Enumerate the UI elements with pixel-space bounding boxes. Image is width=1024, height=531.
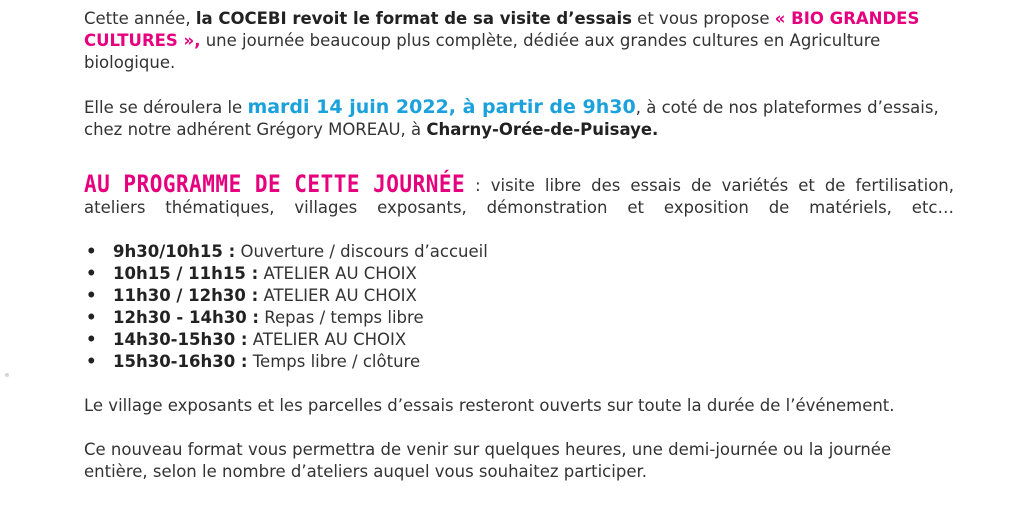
- schedule-label: Repas / temps libre: [259, 308, 424, 327]
- schedule-list: [84, 241, 954, 373]
- schedule-item: [84, 241, 954, 263]
- schedule-time: 14h30-15h30 :: [113, 330, 248, 349]
- schedule-time: 11h30 / 12h30 :: [113, 286, 259, 305]
- intro-text-2: et vous propose: [631, 9, 775, 28]
- schedule-item: [84, 285, 954, 307]
- document-body: [84, 8, 954, 483]
- schedule-label: Temps libre / clôture: [247, 352, 421, 371]
- schedule-label: Ouverture / discours d’accueil: [235, 242, 488, 261]
- closing-paragraph: Ce nouveau format vous permettra de venir sur quelques heures, une demi-journée ou la journée entière, selon le nombre d’ateliers auquel vous souhaitez participer.: [84, 440, 892, 481]
- bullet-icon: •: [86, 330, 97, 349]
- event-name: « BIO GRANDES CULTURES »,: [84, 9, 920, 50]
- schedule-item: [84, 307, 954, 329]
- intro-bold: la COCEBI revoit le format de sa visite d’essais: [195, 9, 632, 28]
- village-paragraph: Le village exposants et les parcelles d’essais resteront ouverts sur toute la durée de l’événement.: [84, 396, 895, 415]
- date-text-1: Elle se déroulera le: [84, 98, 248, 117]
- intro-paragraph: [84, 8, 954, 74]
- date-text-2: , à coté de nos plateformes d’essais, chez notre adhérent Grégory MOREAU, à: [84, 98, 939, 139]
- bullet-icon: •: [86, 242, 97, 261]
- programme-intro: : visite libre des essais de variétés et de fertilisation,: [465, 176, 954, 195]
- schedule-label: ATELIER AU CHOIX: [258, 286, 417, 305]
- schedule-item: [84, 263, 954, 285]
- schedule-time: 12h30 - 14h30 :: [113, 308, 260, 327]
- programme-line-2: ateliers thématiques, villages exposants, démonstration et exposition de matériels, etc…: [84, 198, 954, 217]
- bullet-icon: •: [86, 352, 97, 371]
- bullet-icon: •: [86, 264, 97, 283]
- schedule-time: 15h30-16h30 :: [113, 352, 248, 371]
- date-paragraph: [84, 96, 954, 141]
- programme-line-1: [84, 170, 954, 198]
- event-place: Charny-Orée-de-Puisaye.: [426, 120, 659, 139]
- programme-title: AU PROGRAMME DE CETTE JOURNÉE: [84, 170, 466, 198]
- intro-text-3: une journée beaucoup plus complète, dédiée aux grandes cultures en Agriculture biologique.: [84, 31, 881, 72]
- intro-text-1: Cette année,: [84, 9, 196, 28]
- schedule-item: [84, 329, 954, 351]
- schedule-label: ATELIER AU CHOIX: [258, 264, 417, 283]
- schedule-time: 9h30/10h15 :: [113, 242, 236, 261]
- event-date: mardi 14 juin 2022, à partir de 9h30: [247, 96, 636, 118]
- bullet-icon: •: [86, 286, 97, 305]
- schedule-label: ATELIER AU CHOIX: [247, 330, 407, 349]
- schedule-item: [84, 351, 954, 373]
- bullet-icon: •: [86, 308, 97, 327]
- schedule-time: 10h15 / 11h15 :: [113, 264, 259, 283]
- stray-mark: [5, 373, 9, 377]
